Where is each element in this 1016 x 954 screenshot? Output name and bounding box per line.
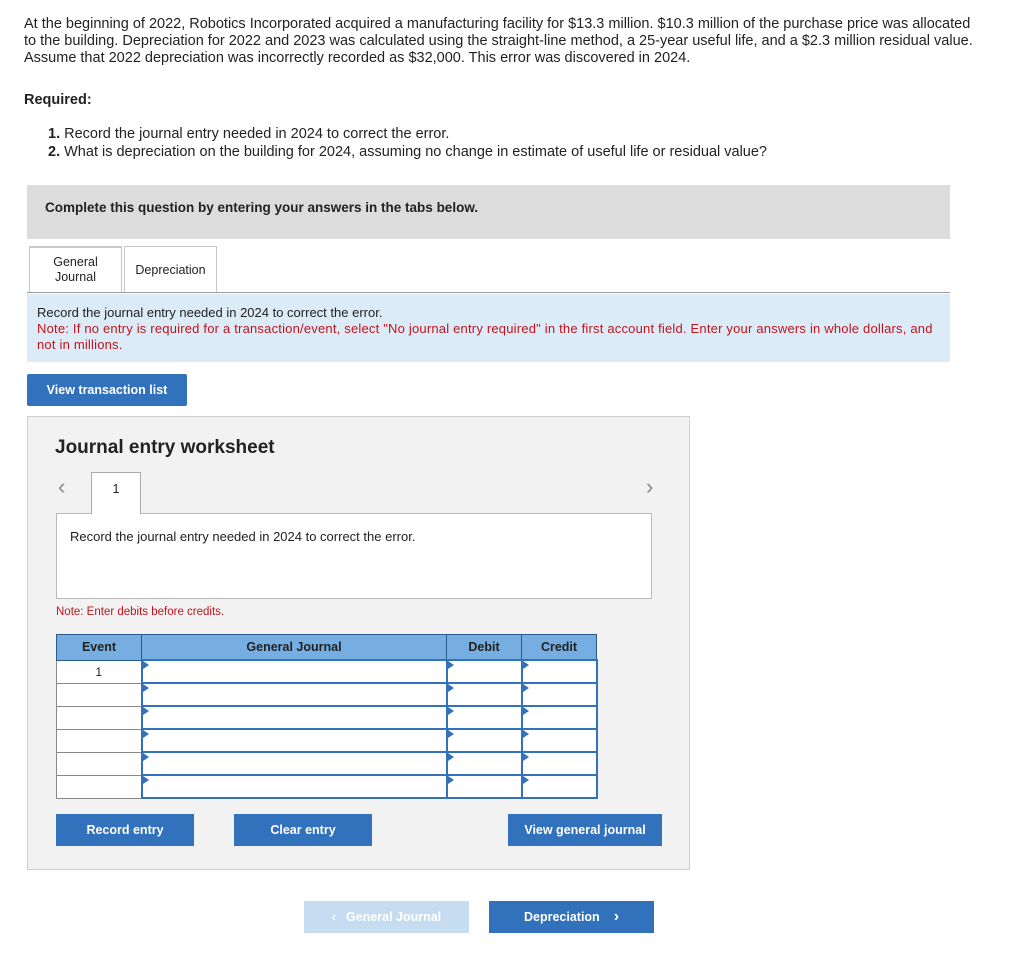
requirements-list <box>48 125 767 161</box>
worksheet-description-box <box>56 513 652 599</box>
tab-divider <box>27 292 950 293</box>
clear-entry-button[interactable]: Clear entry <box>234 814 372 846</box>
debit-input[interactable] <box>447 752 522 775</box>
tab-label-line2: Journal <box>54 270 96 284</box>
table-row <box>57 729 597 752</box>
journal-table <box>56 634 598 799</box>
event-cell <box>57 729 142 752</box>
required-heading: Required: <box>24 92 92 108</box>
account-input[interactable] <box>142 683 447 706</box>
chevron-right-icon: › <box>613 908 620 925</box>
requirement-item-2 <box>48 143 767 161</box>
debit-credit-note: Note: Enter debits before credits. <box>56 606 225 618</box>
tab-label: Depreciation <box>135 262 206 277</box>
debit-input[interactable] <box>447 683 522 706</box>
worksheet-title: Journal entry worksheet <box>55 437 275 458</box>
event-cell <box>57 752 142 775</box>
chevron-left-icon[interactable]: ‹ <box>58 474 66 499</box>
instruction-note: Note: If no entry is required for a transaction/event, select "No journal entry required" in the first account field. Enter your answers in whole dollars, and not in millions. <box>37 321 933 352</box>
view-transaction-list-button[interactable]: View transaction list <box>27 374 187 406</box>
tab-depreciation[interactable] <box>124 246 217 292</box>
account-input[interactable] <box>142 729 447 752</box>
requirement-number: 2. <box>48 144 61 160</box>
column-header-credit: Credit <box>522 635 597 661</box>
next-tab-button[interactable] <box>489 901 654 933</box>
column-header-general-journal: General Journal <box>142 635 447 661</box>
instruction-line: Record the journal entry needed in 2024 to correct the error. <box>37 305 383 320</box>
tab-general-journal[interactable] <box>29 246 122 292</box>
event-cell <box>57 683 142 706</box>
previous-tab-button[interactable] <box>304 901 469 933</box>
debit-input[interactable] <box>447 706 522 729</box>
credit-input[interactable] <box>522 683 597 706</box>
instruction-text: Complete this question by entering your answers in the tabs below. <box>45 200 479 215</box>
table-row <box>57 752 597 775</box>
view-general-journal-button[interactable]: View general journal <box>508 814 662 846</box>
column-header-event: Event <box>57 635 142 661</box>
previous-tab-label: General Journal <box>345 910 442 924</box>
account-input[interactable] <box>142 660 447 683</box>
table-row <box>57 660 597 683</box>
account-input[interactable] <box>142 775 447 798</box>
worksheet-page-tab[interactable]: 1 <box>91 472 141 514</box>
instruction-box <box>27 294 950 362</box>
requirement-text: Record the journal entry needed in 2024 to correct the error. <box>64 126 450 142</box>
credit-input[interactable] <box>522 660 597 683</box>
credit-input[interactable] <box>522 752 597 775</box>
worksheet-description: Record the journal entry needed in 2024 to correct the error. <box>70 529 416 544</box>
table-row <box>57 706 597 729</box>
table-row <box>57 683 597 706</box>
debit-input[interactable] <box>447 660 522 683</box>
credit-input[interactable] <box>522 775 597 798</box>
instruction-bar <box>27 185 950 239</box>
credit-input[interactable] <box>522 706 597 729</box>
tab-label-line1: General <box>53 255 98 269</box>
chevron-left-icon: ‹ <box>331 910 336 924</box>
journal-header-row <box>57 635 597 661</box>
event-cell: 1 <box>57 660 142 683</box>
event-cell <box>57 775 142 798</box>
requirement-text: What is depreciation on the building for 2024, assuming no change in estimate of useful life or residual value? <box>64 144 767 160</box>
problem-statement: At the beginning of 2022, Robotics Incorporated acquired a manufacturing facility for $13.3 million. $10.3 million of the purchase price was allocated to the building. Depreciation for 2022 and 2023 was calculated using the straight-line method, a 25-year useful life, and a $2.3 million residual value. Assume that 2022 depreciation was incorrectly recorded as $32,000. This error was discovered in 2024. <box>24 16 973 66</box>
account-input[interactable] <box>142 752 447 775</box>
requirement-item-1 <box>48 125 767 143</box>
column-header-debit: Debit <box>447 635 522 661</box>
account-input[interactable] <box>142 706 447 729</box>
record-entry-button[interactable]: Record entry <box>56 814 194 846</box>
next-tab-label: Depreciation <box>523 910 600 924</box>
requirement-number: 1. <box>48 126 61 142</box>
credit-input[interactable] <box>522 729 597 752</box>
debit-input[interactable] <box>447 775 522 798</box>
table-row <box>57 775 597 798</box>
event-cell <box>57 706 142 729</box>
debit-input[interactable] <box>447 729 522 752</box>
chevron-right-icon[interactable]: › <box>646 474 654 499</box>
